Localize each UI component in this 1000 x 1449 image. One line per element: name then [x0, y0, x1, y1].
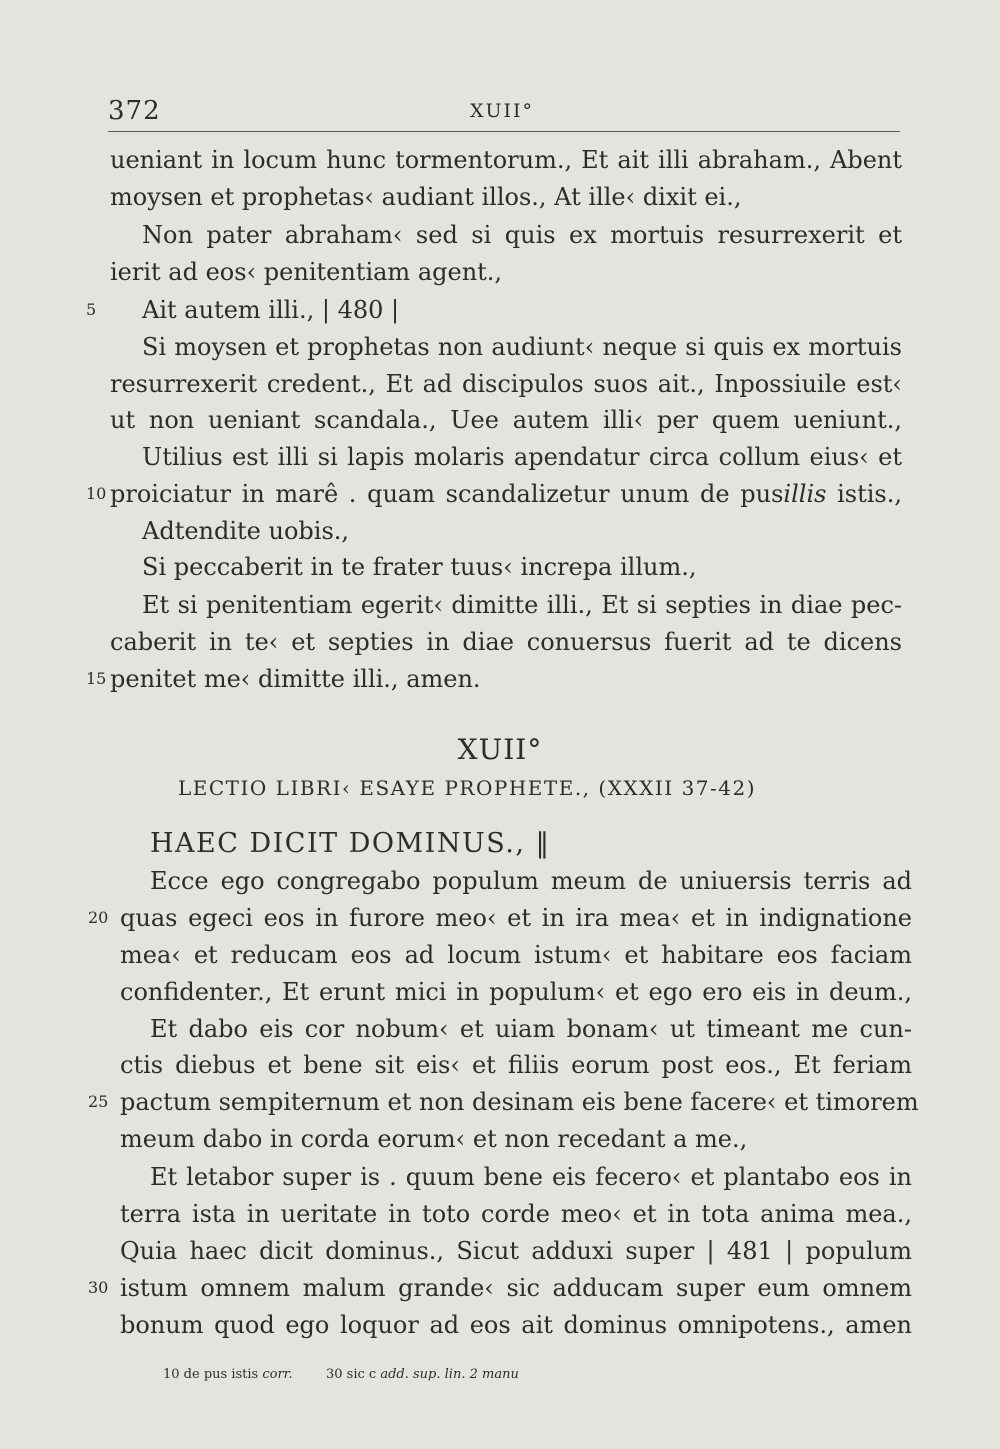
text-line: Quia haec dicit dominus., Sicut adduxi super | 481 | populum	[120, 1237, 912, 1265]
text-line: ut non ueniant scandala., Uee autem illi‹ per quem ueniunt.,	[110, 406, 902, 434]
text-line: moysen et prophetas‹ audiant illos., At ille‹ dixit ei.,	[110, 183, 742, 211]
text-line: ctis diebus et bene sit eis‹ et filiis eorum post eos., Et feriam	[120, 1051, 912, 1079]
text-line: Non pater abraham‹ sed si quis ex mortuis resurrexerit et	[142, 221, 902, 249]
footnote-ref: 30 sic c	[326, 1367, 377, 1382]
text-line: Adtendite uobis.,	[142, 517, 350, 545]
italic-correction: illis	[783, 480, 827, 508]
footnote	[326, 1367, 519, 1382]
section-subtitle: LECTIO LIBRI‹ ESAYE PROPHETE., (XXXII 37-42)	[178, 776, 757, 800]
text-line: bonum quod ego loquor ad eos ait dominus omnipotens., amen	[120, 1311, 912, 1339]
text-line: terra ista in ueritate in toto corde meo‹ et in tota anima mea.,	[120, 1200, 912, 1228]
section-heading: HAEC DICIT DOMINUS., ‖	[150, 828, 551, 859]
text-segment: istis.,	[826, 480, 902, 508]
line-number: 25	[88, 1092, 109, 1111]
line-number: 15	[86, 669, 107, 688]
text-line: Et dabo eis cor nobum‹ et uiam bonam‹ ut timeant me cun-	[150, 1015, 912, 1043]
running-title: XUII°	[470, 100, 535, 122]
text-segment: proiciatur in marê . quam scandalizetur unum de pus	[110, 480, 784, 508]
text-line: penitet me‹ dimitte illi., amen.	[110, 665, 481, 693]
line-number: 20	[88, 908, 109, 927]
text-line: meum dabo in corda eorum‹ et non recedant a me.,	[120, 1125, 748, 1153]
text-line: mea‹ et reducam eos ad locum istum‹ et habitare eos faciam	[120, 941, 912, 969]
footnote-ref: 10 de pus istis	[163, 1367, 259, 1382]
header-rule	[108, 131, 900, 132]
footnote-note: corr.	[262, 1367, 293, 1382]
text-line: resurrexerit credent., Et ad discipulos suos ait., Inpossiuile est‹	[110, 370, 902, 398]
line-number: 30	[88, 1278, 109, 1297]
text-line: Ait autem illi., | 480 |	[142, 296, 400, 324]
text-line: ueniant in locum hunc tormentorum., Et ait illi abraham., Abent	[110, 146, 902, 174]
text-line: pactum sempiternum et non desinam eis bene facere‹ et timorem	[120, 1088, 919, 1116]
text-line: Utilius est illi si lapis molaris apendatur circa collum eius‹ et	[142, 443, 902, 471]
text-line: quas egeci eos in furore meo‹ et in ira mea‹ et in indignatione	[120, 904, 912, 932]
text-line: Si moysen et prophetas non audiunt‹ neque si quis ex mortuis	[142, 333, 902, 361]
text-line: Si peccaberit in te frater tuus‹ increpa illum.,	[142, 553, 697, 581]
text-line: Et si penitentiam egerit‹ dimitte illi., Et si septies in diae pec-	[142, 591, 902, 619]
line-number: 10	[86, 484, 107, 503]
text-line	[110, 479, 902, 509]
text-line: confidenter., Et erunt mici in populum‹ et ego ero eis in deum.,	[120, 978, 912, 1006]
page-number: 372	[108, 96, 161, 126]
text-line: ierit ad eos‹ penitentiam agent.,	[110, 258, 503, 286]
text-line: istum omnem malum grande‹ sic adducam super eum omnem	[120, 1274, 912, 1302]
footnote	[163, 1367, 293, 1382]
footnote-note: add. sup. lin. 2 manu	[380, 1367, 519, 1382]
text-line: caberit in te‹ et septies in diae conuersus fuerit ad te dicens	[110, 628, 902, 656]
text-line: Ecce ego congregabo populum meum de uniuersis terris ad	[150, 867, 912, 895]
section-title: XUII°	[457, 733, 543, 766]
line-number: 5	[86, 300, 97, 319]
text-line: Et letabor super is . quum bene eis fecero‹ et plantabo eos in	[150, 1163, 912, 1191]
